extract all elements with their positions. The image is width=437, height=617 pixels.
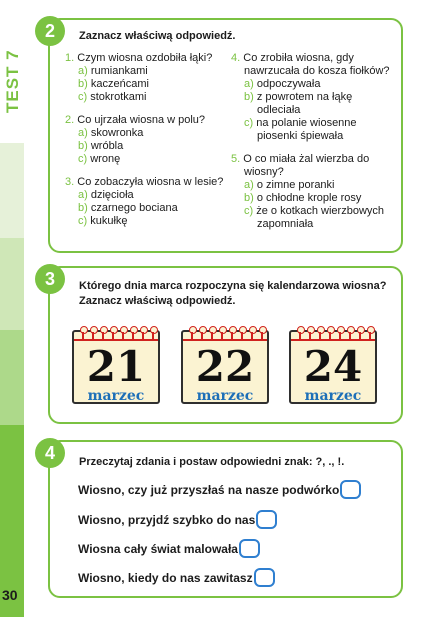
- sentence-4: [78, 570, 275, 587]
- question-number: 3.: [65, 176, 75, 188]
- sentence-text: Wiosno, czy już przyszłaś na nasze podwórko: [78, 483, 340, 497]
- calendar-day: 21: [86, 342, 146, 391]
- answer-option[interactable]: b) wróbla: [78, 140, 124, 152]
- question-text: Co zrobiła wiosna, gdy nawrzucała do kosza fiołków?: [243, 52, 390, 77]
- question-number: 5.: [231, 153, 241, 165]
- punctuation-answer-box[interactable]: [254, 568, 275, 587]
- answer-option[interactable]: b) czarnego bociana: [78, 202, 178, 214]
- answer-option[interactable]: c) że o kotkach wierzbowych zapomniała: [244, 205, 385, 230]
- answer-option[interactable]: a) rumiankami: [78, 65, 148, 77]
- question-text: Co zobaczyła wiosna w lesie?: [77, 176, 224, 188]
- answer-option[interactable]: a) odpoczywała: [244, 78, 321, 90]
- sentence-2: [78, 512, 277, 529]
- question-number: 4.: [231, 52, 241, 64]
- question-number: 2.: [65, 114, 75, 126]
- side-band-1: [0, 143, 24, 238]
- exercise-2-badge: 2: [35, 16, 65, 46]
- answer-option[interactable]: c) kukułkę: [78, 215, 128, 227]
- calendar-day: 22: [195, 342, 255, 391]
- exercise-2-right-column: [231, 52, 391, 241]
- punctuation-answer-box[interactable]: [239, 539, 260, 558]
- exercise-4-badge: 4: [35, 438, 65, 468]
- exercise-3-badge: 3: [35, 264, 65, 294]
- calendar-option-22[interactable]: [181, 322, 269, 404]
- test-label: TEST 7: [3, 49, 22, 113]
- question-4: [231, 52, 391, 143]
- calendar-option-21[interactable]: [72, 322, 160, 404]
- calendar-month: marzec: [87, 388, 145, 404]
- answer-option[interactable]: c) wronę: [78, 153, 121, 165]
- exercise-2-instruction: Zaznacz właściwą odpowiedź.: [79, 30, 236, 42]
- question-5: [231, 153, 391, 231]
- answer-option[interactable]: c) na polanie wiosenne piosenki śpiewała: [244, 117, 357, 142]
- calendar-month: marzec: [196, 388, 254, 404]
- sentence-text: Wiosno, kiedy do nas zawitasz: [78, 571, 253, 585]
- sentence-3: [78, 541, 260, 558]
- question-number: 1.: [65, 52, 75, 64]
- answer-option[interactable]: c) stokrotkami: [78, 91, 147, 103]
- sentence-1: [78, 482, 361, 499]
- exercise-3-instruction: Którego dnia marca rozpoczyna się kalendarzowa wiosna? Zaznacz właściwą odpowiedź.: [79, 280, 387, 307]
- question-text: Co ujrzała wiosna w polu?: [77, 114, 206, 126]
- side-band-3: [0, 330, 24, 425]
- answer-option[interactable]: b) o chłodne krople rosy: [244, 192, 362, 204]
- question-2: [65, 114, 225, 166]
- question-1: [65, 52, 225, 104]
- question-3: [65, 176, 225, 228]
- side-band-2: [0, 238, 24, 330]
- punctuation-answer-box[interactable]: [256, 510, 277, 529]
- page-number: 30: [2, 587, 18, 603]
- answer-option[interactable]: a) skowronka: [78, 127, 144, 139]
- exercise-4-instruction: Przeczytaj zdania i postaw odpowiedni znak: ?, ., !.: [79, 456, 345, 468]
- question-text: Czym wiosna ozdobiła łąki?: [77, 52, 213, 64]
- sentence-text: Wiosna cały świat malowała: [78, 542, 238, 556]
- answer-option[interactable]: b) z powrotem na łąkę odleciała: [244, 91, 353, 116]
- question-text: O co miała żal wierzba do wiosny?: [243, 153, 370, 178]
- answer-option[interactable]: a) o zimne poranki: [244, 179, 335, 191]
- punctuation-answer-box[interactable]: [340, 480, 361, 499]
- answer-option[interactable]: b) kaczeńcami: [78, 78, 149, 90]
- answer-option[interactable]: a) dzięcioła: [78, 189, 134, 201]
- calendar-option-24[interactable]: [289, 322, 377, 404]
- calendar-month: marzec: [304, 388, 362, 404]
- sentence-text: Wiosno, przyjdź szybko do nas: [78, 513, 256, 527]
- exercise-2-left-column: [65, 52, 225, 238]
- calendar-day: 24: [303, 342, 363, 391]
